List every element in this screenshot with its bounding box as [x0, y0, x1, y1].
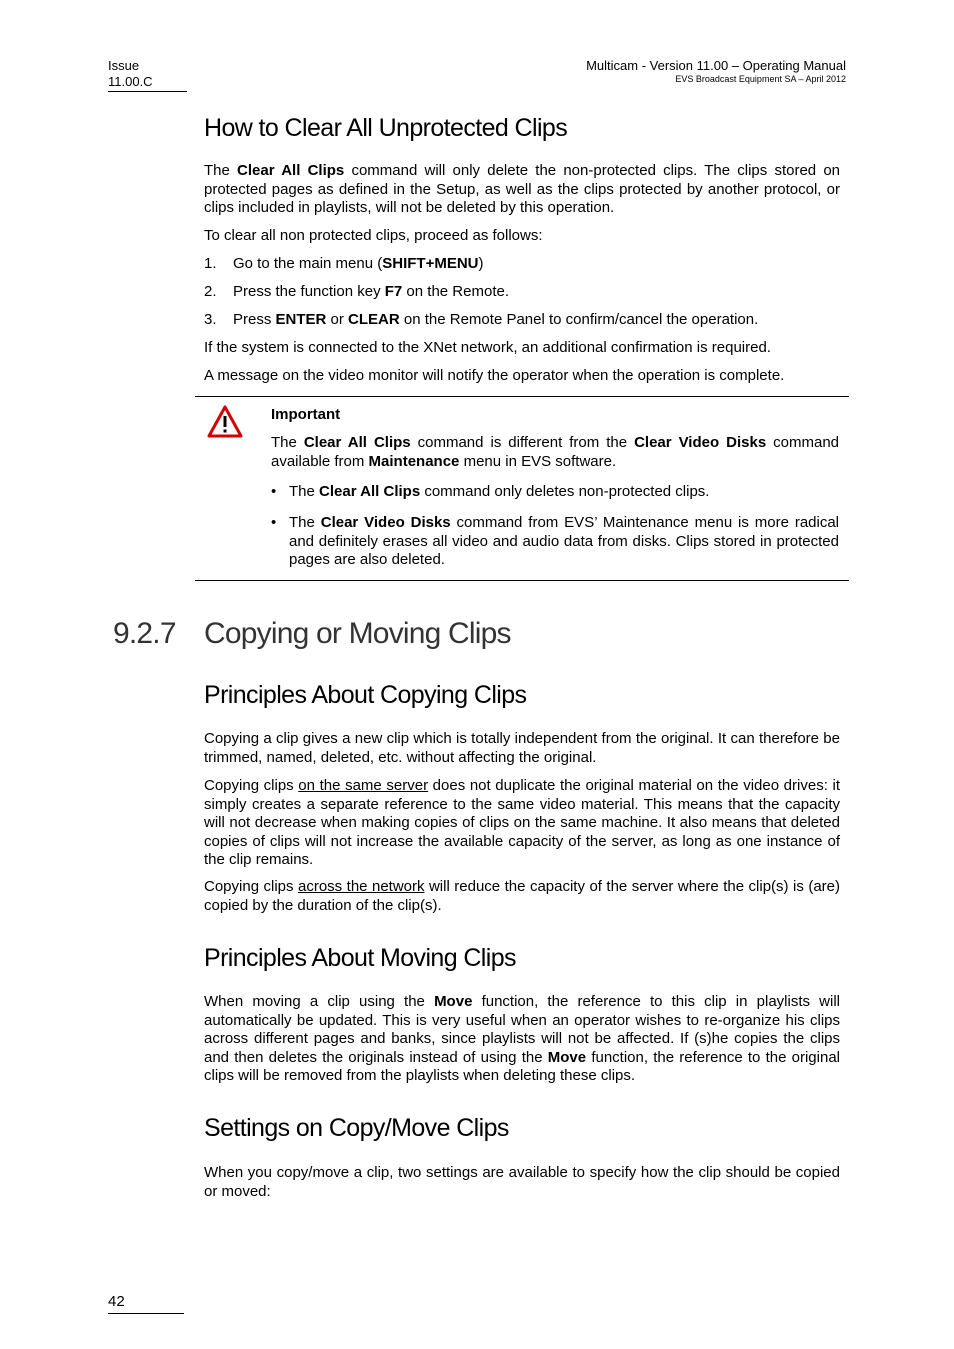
text-underlined: across the network: [298, 878, 425, 895]
text: on the Remote Panel to confirm/cancel the operation.: [399, 311, 759, 328]
text: or: [326, 311, 349, 328]
text: Copying clips: [204, 878, 298, 895]
text-bold: Clear All Clips: [319, 483, 421, 500]
text: Copying clips: [204, 777, 299, 794]
text: does not duplicate the original material on the video drives: it simply creates a separate reference to the same video material. This means that the capacity will not decrease when making copies of clips on the same machine. It also means that deleted copies of clips will not increase the available capacity of the server, as long as one instance of the clip remains.: [204, 777, 840, 868]
text: on the Remote.: [402, 283, 509, 300]
copying-paragraph-1: Copying a clip gives a new clip which is totally independent from the original. It can therefore be trimmed, named, deleted, etc. without affecting the original.: [204, 730, 840, 766]
text: When moving a clip using the: [204, 993, 435, 1010]
text: Press: [233, 311, 276, 328]
text-bold: Clear All Clips: [303, 434, 411, 451]
completion-note: A message on the video monitor will notify the operator when the operation is complete.: [204, 367, 785, 384]
text-bold: Clear Video Disks: [320, 514, 451, 531]
text: command will only delete the non-protected clips. The clips stored on protected pages as defined in the Setup, as well as the clips protected by another protocol, or clips included in playlists, will not be deleted by this operation.: [204, 162, 841, 216]
copying-paragraph-2: [204, 777, 840, 870]
text: Press the function key: [233, 283, 385, 300]
text: ): [478, 255, 484, 272]
page-header-title-block: [586, 58, 846, 85]
text-bold: Move: [547, 1048, 587, 1066]
clear-intro-paragraph: [204, 162, 840, 218]
step-item: [204, 283, 840, 302]
copying-paragraph-3: [204, 878, 840, 915]
important-bullet: [271, 483, 839, 502]
step-item: [204, 255, 840, 274]
text: The: [289, 483, 320, 500]
text-bold: F7: [384, 283, 403, 300]
important-title: [271, 406, 839, 425]
step-number: 2.: [204, 283, 217, 300]
text: The: [289, 514, 321, 531]
text: command from EVS’ Maintenance menu is more radical and definitely erases all video and audio data from disks. Clips stored in protected pages are also deleted.: [289, 514, 840, 568]
issue-number: 11.00.C: [108, 74, 153, 89]
page-number: 42: [108, 1293, 184, 1314]
text: The: [271, 434, 304, 451]
text: function, the reference to the original clips will be removed from the playlists when deleting these clips.: [204, 1048, 841, 1084]
text: command only deletes non-protected clips.: [420, 483, 710, 500]
step-item: [204, 311, 840, 330]
bullet-icon: •: [271, 483, 277, 500]
text-bold: Clear Video Disks: [634, 434, 767, 451]
text: command available from: [271, 434, 840, 470]
moving-paragraph: [204, 993, 840, 1086]
text-bold: Maintenance: [368, 452, 460, 470]
step-number: 1.: [204, 255, 217, 272]
heading-clear-clips: How to Clear All Unprotected Clips: [204, 114, 568, 142]
important-bullet: [271, 514, 839, 570]
clear-procedure-intro: To clear all non protected clips, proceed as follows:: [204, 227, 543, 244]
xnet-note: If the system is connected to the XNet network, an additional confirmation is required.: [204, 339, 771, 356]
text-bold: Important: [271, 406, 341, 423]
text-bold: Clear All Clips: [237, 162, 345, 179]
section-title: Copying or Moving Clips: [204, 617, 511, 650]
manual-publisher: EVS Broadcast Equipment SA – April 2012: [675, 74, 846, 84]
text-underlined: on the same server: [298, 777, 429, 794]
text-bold: ENTER: [275, 311, 327, 328]
heading-settings-copy-move: Settings on Copy/Move Clips: [204, 1114, 509, 1142]
manual-title: Multicam - Version 11.00 – Operating Manual: [586, 58, 846, 73]
bullet-icon: •: [271, 514, 277, 531]
heading-principles-copying: Principles About Copying Clips: [204, 681, 527, 709]
text-bold: SHIFT+MENU: [382, 255, 479, 272]
text: Go to the main menu (: [233, 255, 383, 272]
issue-label: Issue: [108, 58, 140, 73]
section-number: 9.2.7: [113, 617, 176, 650]
text: command is different from the: [410, 434, 635, 451]
heading-principles-moving: Principles About Moving Clips: [204, 944, 516, 972]
step-number: 3.: [204, 311, 217, 328]
section-heading-copying-moving: [113, 617, 511, 651]
text-bold: CLEAR: [348, 311, 400, 328]
text: function, the reference to this clip in playlists will automatically be updated. This is very useful when an operator wishes to re-organize his clips across different pages and banks, since playlists will not be affected. If (s)he copies the clips and then deletes the originals instead of using the: [204, 993, 840, 1066]
important-body: [271, 434, 839, 471]
text: will reduce the capacity of the server where the clip(s) is (are) copied by the duration of the clip(s).: [204, 878, 840, 914]
text: The: [204, 162, 238, 179]
text: menu in EVS software.: [459, 452, 617, 470]
settings-paragraph: When you copy/move a clip, two settings are available to specify how the clip should be copied or moved:: [204, 1164, 840, 1200]
bullet-text: [289, 483, 839, 502]
page-header-issue: [108, 58, 187, 92]
text-bold: Move: [434, 993, 473, 1010]
bullet-text: [289, 514, 839, 570]
warning-icon: [207, 405, 243, 443]
